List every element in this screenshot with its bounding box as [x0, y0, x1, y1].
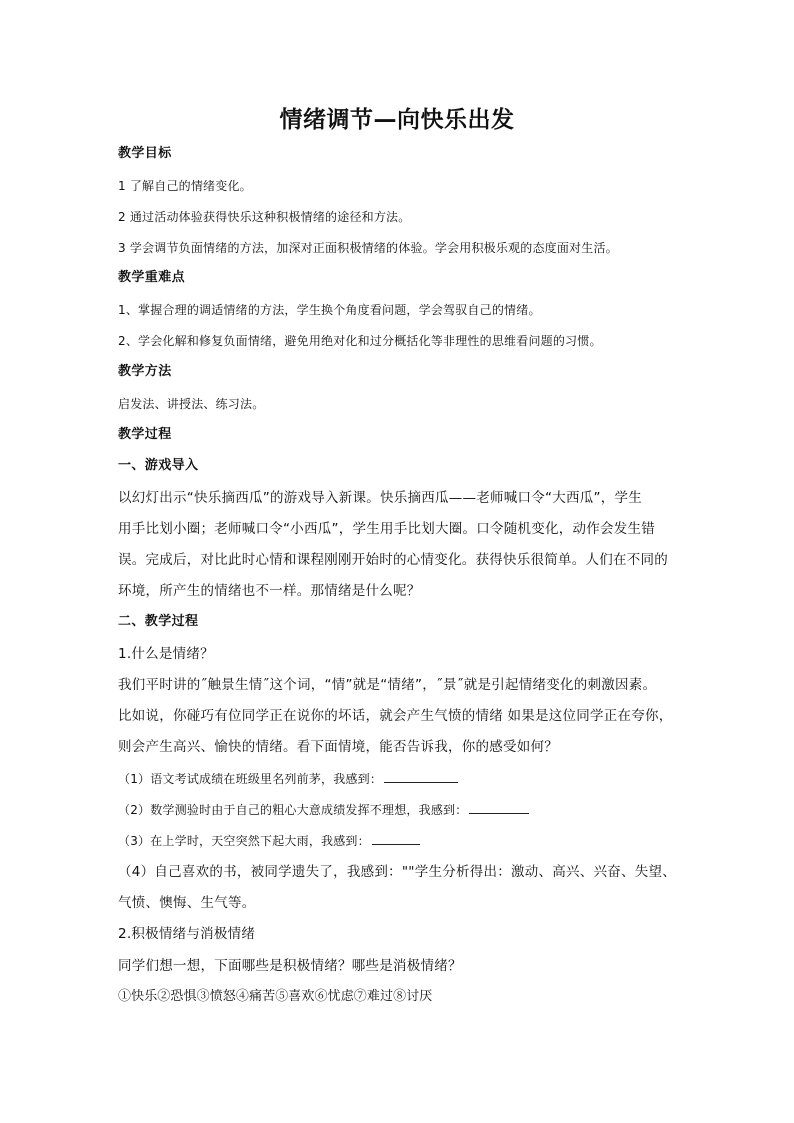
goal-item: 2 通过活动体验获得快乐这种积极情绪的途径和方法。 [118, 210, 411, 224]
q2-prompt: 同学们想一想，下面哪些是积极情绪？哪些是消极情绪？ [118, 958, 462, 974]
answer-blank [372, 832, 420, 845]
section-heading-process: 教学过程 [118, 427, 172, 442]
goal-item: 1 了解自己的情绪变化。 [118, 179, 252, 193]
part1-heading: 一、游戏导入 [118, 458, 199, 473]
section-heading-goals: 教学目标 [118, 146, 172, 161]
keypoint-item: 2、学会化解和修复负面情绪，避免用绝对化和过分概括化等非理性的思维看问题的习惯。 [118, 334, 602, 348]
document-title: 情绪调节—向快乐出发 [279, 107, 515, 133]
methods-text: 启发法、讲授法、练习法。 [118, 397, 265, 411]
q1-paragraph-line: 则会产生高兴、愉快的情绪。看下面情境，能否告诉我，你的感受如何？ [118, 739, 558, 755]
scenario-line [118, 800, 680, 820]
scenario-line [118, 769, 680, 789]
scenario-line: （4）自己喜欢的书，被同学遗失了，我感到：""学生分析得出：激动、高兴、兴奋、失望、 [118, 864, 677, 880]
scenario-text: （2）数学测验时由于自己的粗心大意成绩发挥不理想，我感到： [118, 803, 468, 817]
answer-blank [469, 801, 529, 814]
section-heading-keypoints: 教学重难点 [118, 270, 186, 285]
scenario-line: 气愤、懊悔、生气等。 [118, 895, 256, 911]
q1-paragraph-line: 我们平时讲的˝触景生情˝这个词，“情”就是“情绪”，˝景˝就是引起情绪变化的刺激因素。 [118, 677, 657, 693]
emotion-options: ①快乐②恐惧③愤怒④痛苦⑤喜欢⑥忧虑⑦难过⑧讨厌 [118, 989, 433, 1004]
q1-heading: 1.什么是情绪？ [118, 646, 214, 662]
scenario-text: （3）在上学时，天空突然下起大雨，我感到： [118, 834, 370, 848]
q2-heading: 2.积极情绪与消极情绪 [118, 926, 256, 942]
part1-paragraph-line: 误。完成后，对比此时心情和课程刚刚开始时的心情变化。获得快乐很简单。人们在不同的 [118, 552, 668, 568]
q1-paragraph-line: 比如说，你碰巧有位同学正在说你的坏话，就会产生气愤的情绪 如果是这位同学正在夸你， [118, 708, 673, 724]
goal-item: 3 学会调节负面情绪的方法，加深对正面积极情绪的体验。学会用积极乐观的态度面对生活。 [118, 241, 618, 255]
part1-paragraph-line: 环境，所产生的情绪也不一样。那情绪是什么呢？ [118, 583, 421, 599]
scenario-line [118, 831, 680, 851]
scenario-text: （1）语文考试成绩在班级里名列前茅，我感到： [118, 772, 383, 786]
part2-heading: 二、教学过程 [118, 614, 199, 629]
part1-paragraph-line: 用手比划小圈；老师喊口令“小西瓜”，学生用手比划大圈。口令随机变化，动作会发生错 [118, 521, 655, 537]
part1-paragraph-line: 以幻灯出示“快乐摘西瓜”的游戏导入新课。快乐摘西瓜——老师喊口令“大西瓜”，学生 [118, 490, 642, 506]
answer-blank [384, 770, 458, 783]
section-heading-methods: 教学方法 [118, 364, 172, 379]
keypoint-item: 1、掌握合理的调适情绪的方法，学生换个角度看问题，学会驾驭自己的情绪。 [118, 303, 541, 317]
